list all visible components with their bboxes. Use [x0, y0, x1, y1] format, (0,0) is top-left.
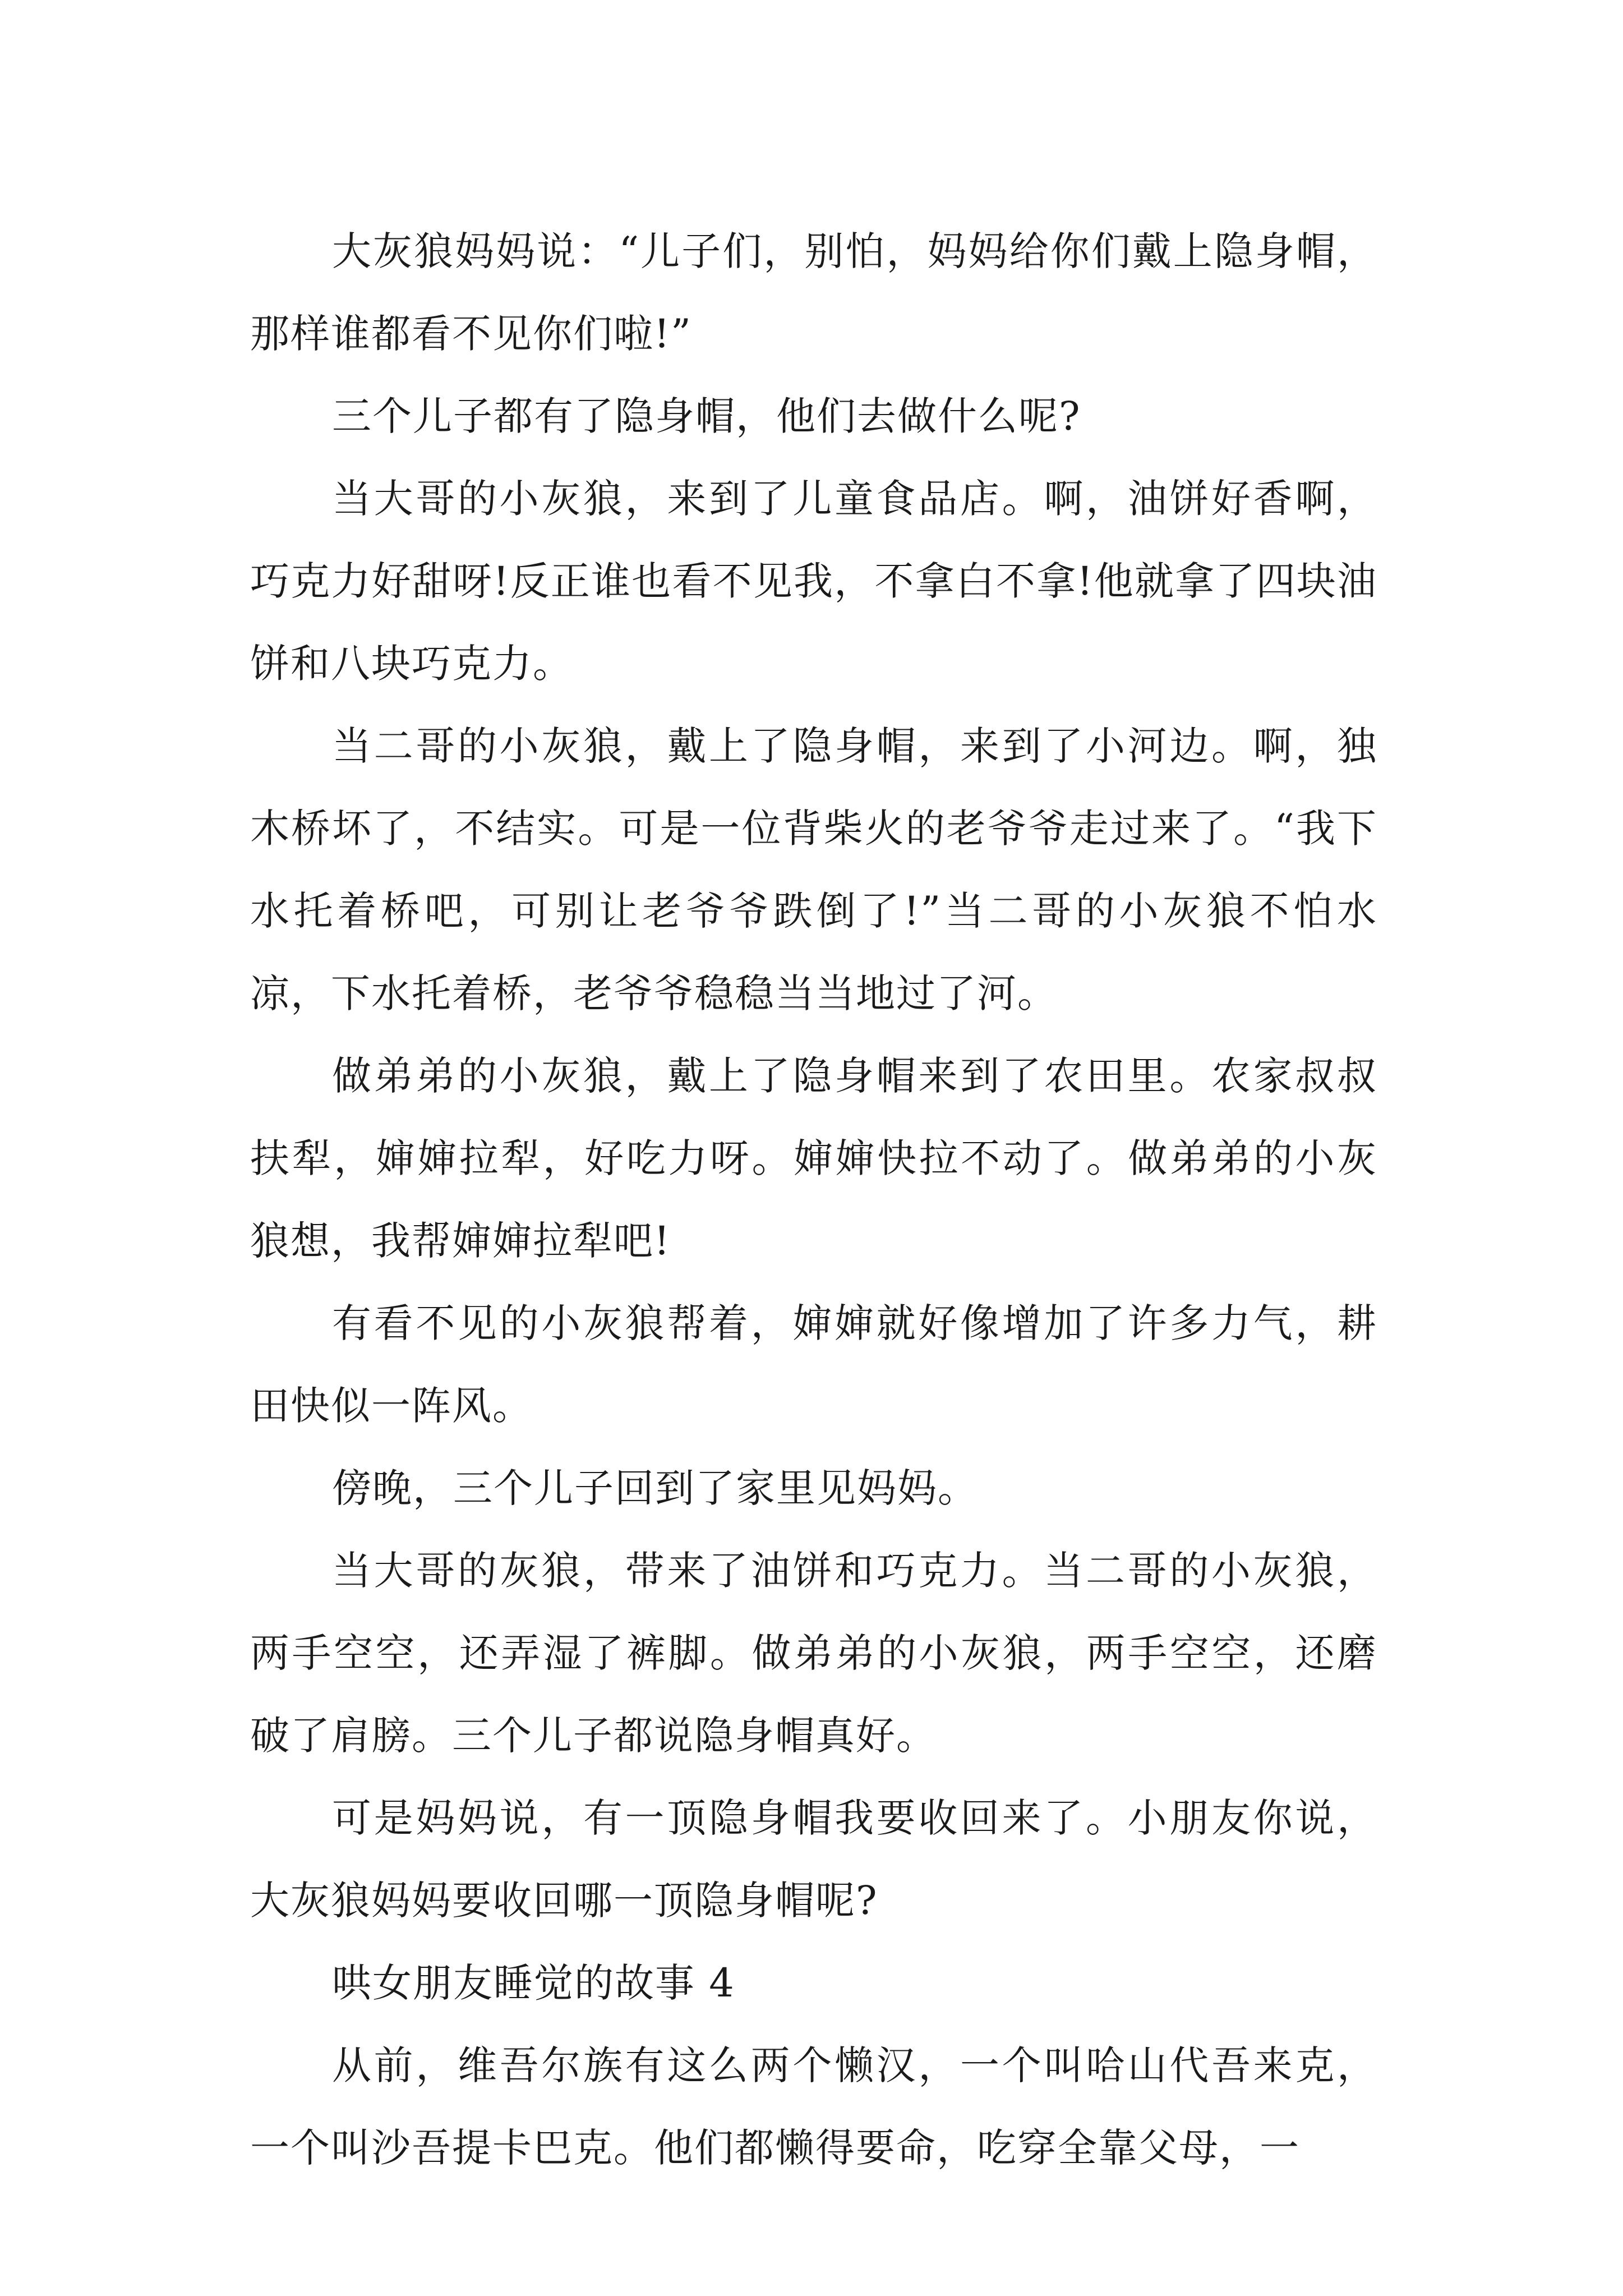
paragraph-6: 有看不见的小灰狼帮着，婶婶就好像增加了许多力气，耕田快似一阵风。 [250, 1300, 1377, 1429]
paragraph-2: 三个儿子都有了隐身帽，他们去做什么呢? [332, 393, 1081, 439]
paragraph-10: 从前，维吾尔族有这么两个懒汉，一个叫哈山代吾来克，一个叫沙吾提卡巴克。他们都懒得要命，吃穿全靠父母，一 [250, 2042, 1377, 2171]
paragraph-9: 可是妈妈说，有一顶隐身帽我要收回来了。小朋友你说，大灰狼妈妈要收回哪一顶隐身帽呢? [250, 1795, 1377, 1924]
paragraph-7: 傍晚，三个儿子回到了家里见妈妈。 [332, 1465, 978, 1511]
section-heading: 哄女朋友睡觉的故事 4 [332, 1960, 735, 2006]
document-body [250, 210, 1377, 2189]
paragraph-1: 大灰狼妈妈说：“儿子们，别怕，妈妈给你们戴上隐身帽，那样谁都看不见你们啦!” [250, 228, 1377, 357]
paragraph-3: 当大哥的小灰狼，来到了儿童食品店。啊，油饼好香啊，巧克力好甜呀!反正谁也看不见我，不拿白不拿!他就拿了四块油饼和八块巧克力。 [250, 476, 1377, 687]
paragraph-4: 当二哥的小灰狼，戴上了隐身帽，来到了小河边。啊，独木桥坏了，不结实。可是一位背柴火的老爷爷走过来了。“我下水托着桥吧，可别让老爷爷跌倒了!”当二哥的小灰狼不怕水凉，下水托着桥，老爷爷稳稳当当地过了河。 [250, 723, 1377, 1016]
paragraph-8: 当大哥的灰狼，带来了油饼和巧克力。当二哥的小灰狼，两手空空，还弄湿了裤脚。做弟弟的小灰狼，两手空空，还磨破了肩膀。三个儿子都说隐身帽真好。 [250, 1548, 1377, 1759]
paragraph-5: 做弟弟的小灰狼，戴上了隐身帽来到了农田里。农家叔叔扶犁，婶婶拉犁，好吃力呀。婶婶快拉不动了。做弟弟的小灰狼想，我帮婶婶拉犁吧! [250, 1053, 1377, 1264]
